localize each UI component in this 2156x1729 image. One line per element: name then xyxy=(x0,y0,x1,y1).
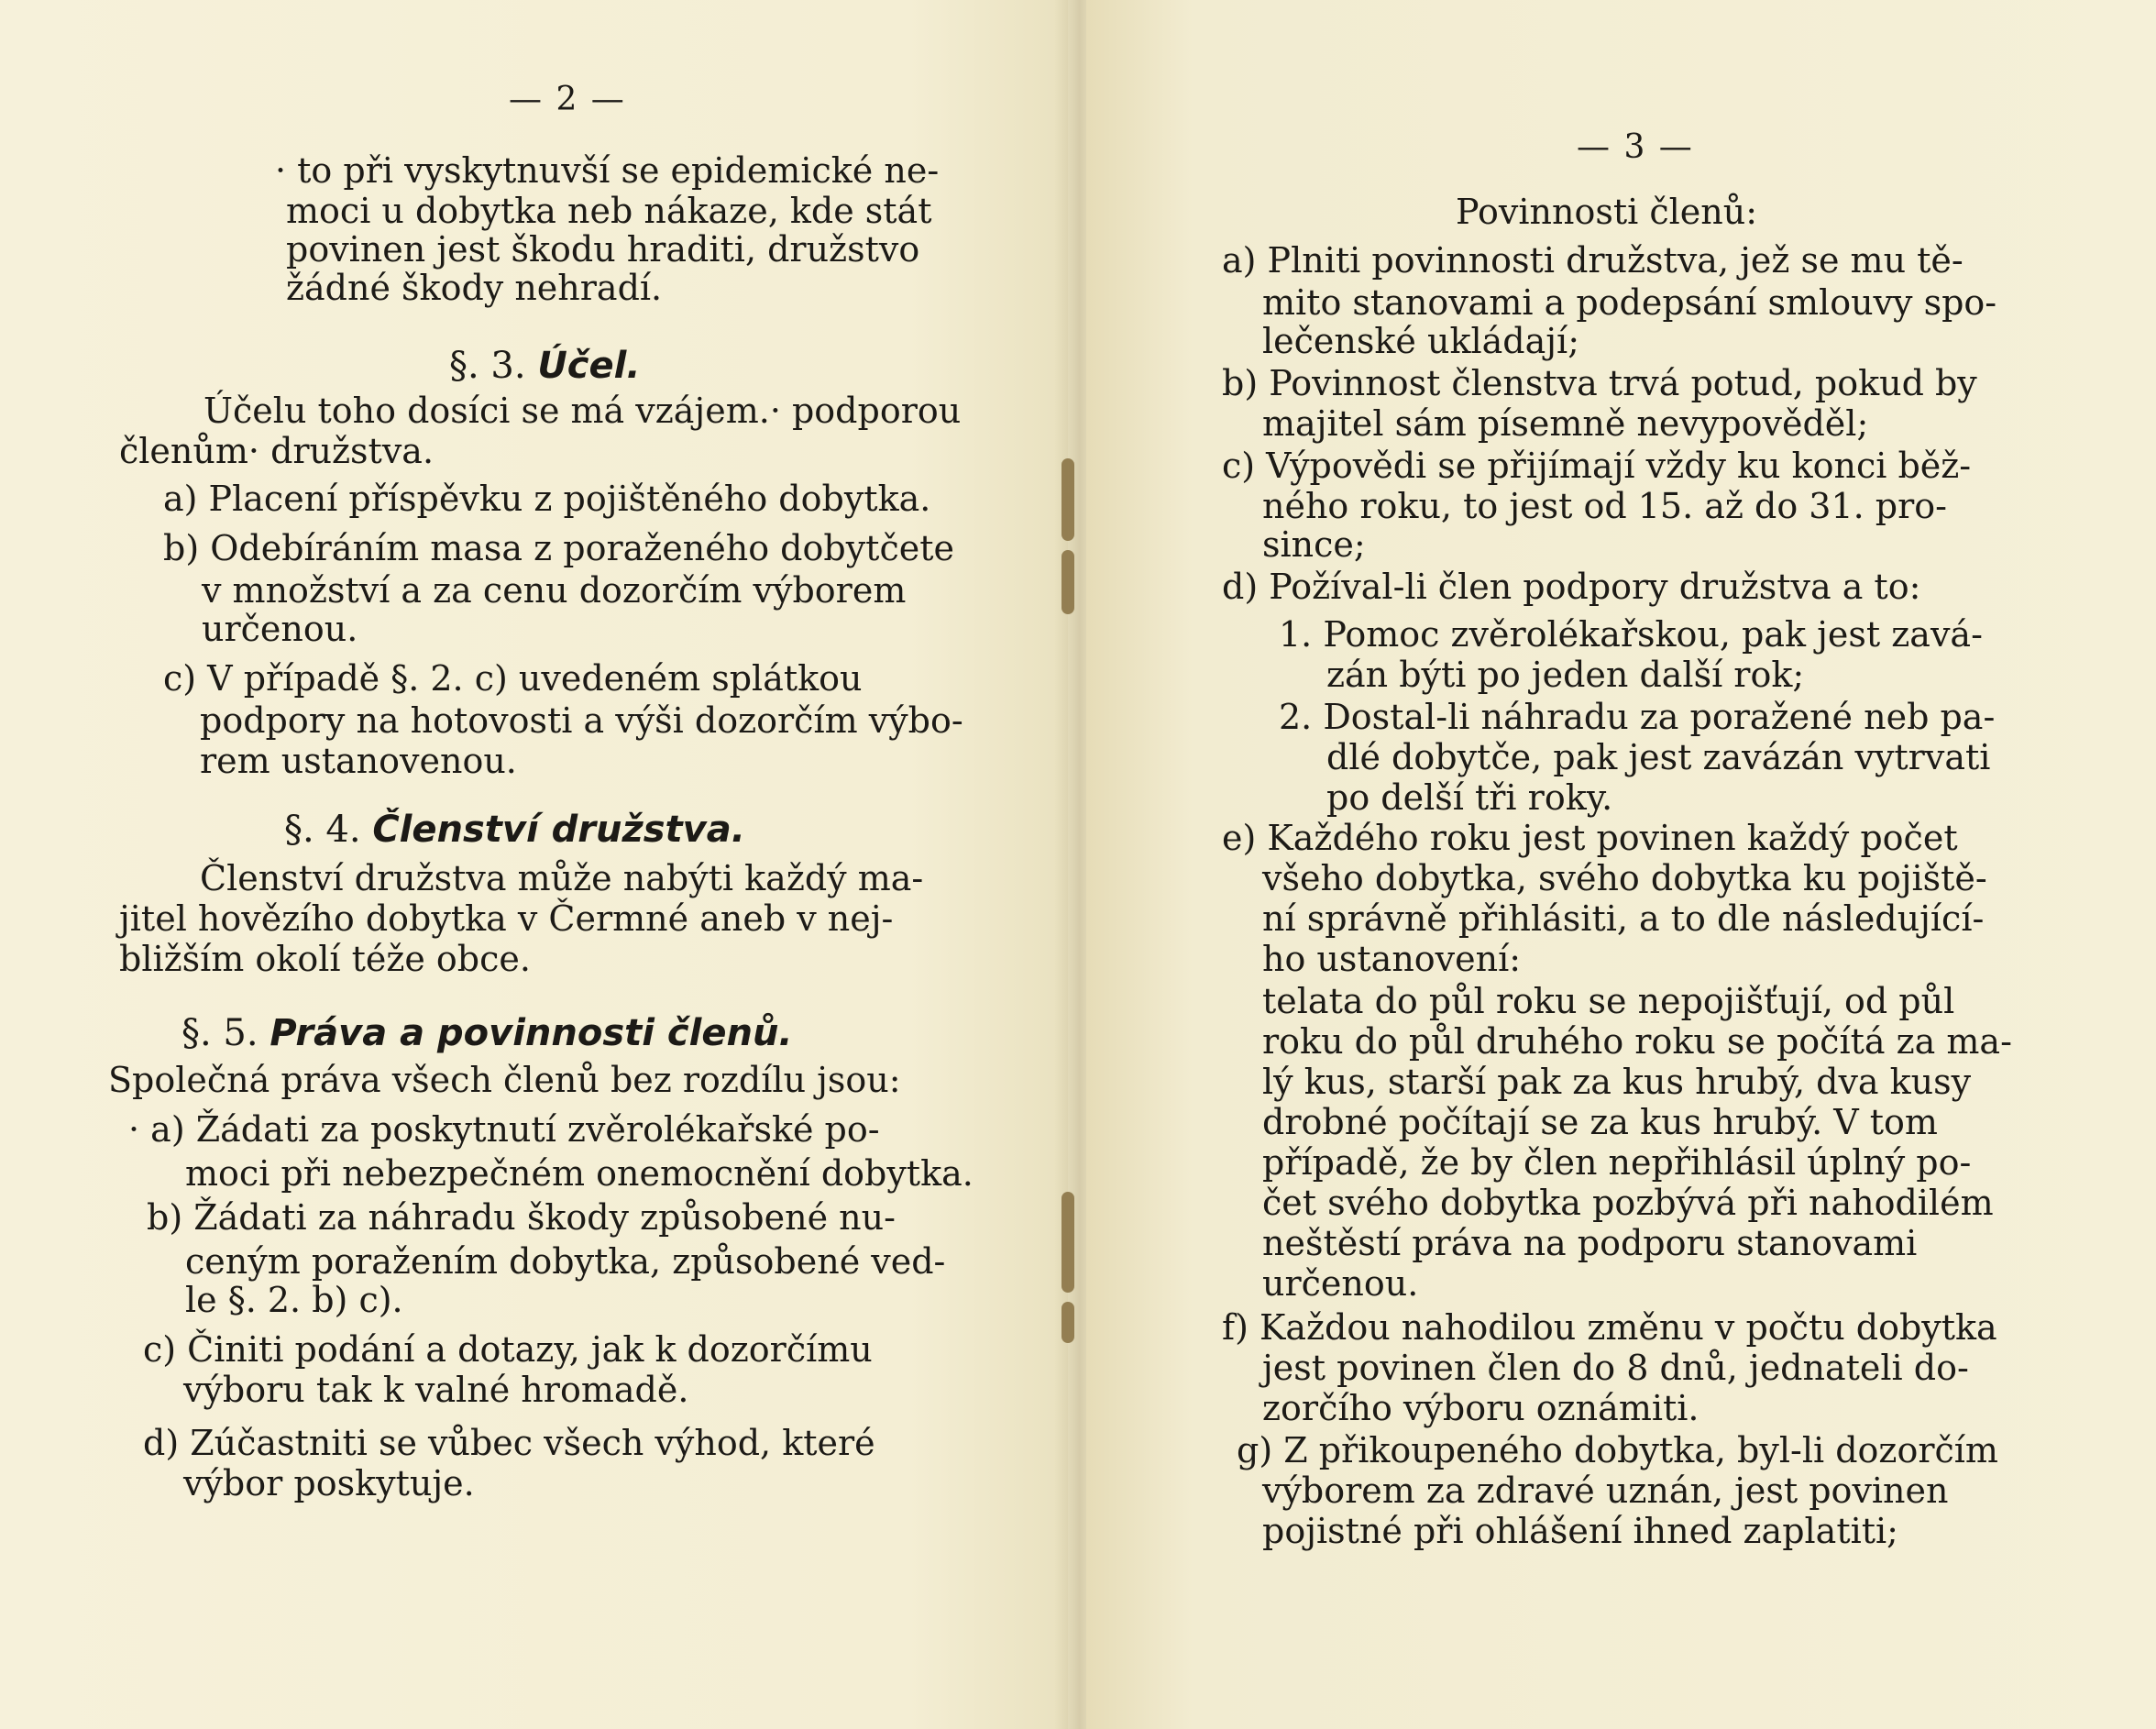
text-line: jitel hovězího dobytka v Čermné aneb v nej- xyxy=(119,898,894,939)
text-line: rem ustanovenou. xyxy=(200,741,517,781)
text-line: b) Povinnost členstva trvá potud, pokud by xyxy=(1222,363,1977,403)
text-line: f) Každou nahodilou změnu v počtu dobytka xyxy=(1222,1307,1997,1348)
text-line: e) Každého roku jest povinen každý počet xyxy=(1222,818,1958,858)
section-title: Členství družstva. xyxy=(372,809,745,851)
text-line: lý kus, starší pak za kus hrubý, dva kusy xyxy=(1262,1062,1972,1102)
text-line: bližším okolí téže obce. xyxy=(119,939,531,979)
text-line: zán býti po jeden další rok; xyxy=(1326,655,1805,695)
text-line: určenou. xyxy=(202,609,358,649)
text-line: telata do půl roku se nepojišťují, od půl xyxy=(1262,981,1955,1021)
text-line: výborem za zdravé uznán, jest povinen xyxy=(1262,1470,1949,1511)
text-line: moci při nebezpečném onemocnění dobytka. xyxy=(185,1153,974,1194)
page-number: — 2 — xyxy=(509,81,626,118)
text-line: b) Žádati za náhradu škody způsobené nu- xyxy=(147,1197,896,1238)
text-line: since; xyxy=(1262,524,1366,565)
section-title: Účel. xyxy=(537,345,641,387)
page-number: — 3 — xyxy=(1577,128,1694,166)
text-line: lečenské ukládají; xyxy=(1262,321,1580,361)
text-line: a) Placení příspěvku z pojištěného dobytka. xyxy=(163,479,931,519)
text-line: ného roku, to jest od 15. až do 31. pro- xyxy=(1262,486,1947,526)
text-line: výbor poskytuje. xyxy=(183,1463,475,1503)
section-title: Práva a povinnosti členů. xyxy=(270,1012,793,1054)
text-line: · a) Žádati za poskytnutí zvěrolékařské po- xyxy=(128,1109,880,1150)
text-line: moci u dobytka neb nákaze, kde stát xyxy=(286,191,932,231)
text-line: b) Odebíráním masa z poraženého dobytčete xyxy=(163,528,954,568)
text-line: 1. Pomoc zvěrolékařskou, pak jest zavá- xyxy=(1279,614,1983,655)
text-line: pojistné při ohlášení ihned zaplatiti; xyxy=(1262,1511,1898,1551)
text-line: Společná práva všech členů bez rozdílu jsou: xyxy=(108,1060,901,1100)
text-line: drobné počítají se za kus hrubý. V tom xyxy=(1262,1102,1938,1142)
text-line: ceným poražením dobytka, způsobené ved- xyxy=(185,1241,946,1282)
text-line: le §. 2. b) c). xyxy=(185,1280,403,1320)
text-line: žádné škody nehradí. xyxy=(286,268,663,308)
text-line: mito stanovami a podepsání smlouvy spo- xyxy=(1262,282,1997,323)
section-3-heading xyxy=(449,345,641,387)
text-line: ní správně přihlásiti, a to dle následující- xyxy=(1262,898,1985,939)
text-line: g) Z přikoupeného dobytka, byl-li dozorčím xyxy=(1237,1430,1998,1470)
section-4-heading xyxy=(284,809,745,851)
text-line: d) Zúčastniti se vůbec všech výhod, které xyxy=(143,1423,875,1463)
text-line: čet svého dobytka pozbývá při nahodilém xyxy=(1262,1183,1994,1223)
text-line: Účelu toho dosíci se má vzájem.· podporou xyxy=(204,391,962,431)
binding-stain xyxy=(1062,458,1074,541)
text-line: jest povinen člen do 8 dnů, jednateli do- xyxy=(1262,1348,1969,1388)
text-line: určenou. xyxy=(1262,1263,1419,1304)
right-page xyxy=(1086,0,2156,1729)
text-line: roku do půl druhého roku se počítá za ma- xyxy=(1262,1021,2012,1062)
text-line: ho ustanovení: xyxy=(1262,939,1522,979)
text-line: d) Požíval-li člen podpory družstva a to: xyxy=(1222,567,1921,607)
text-line: všeho dobytka, svého dobytka ku pojiště- xyxy=(1262,858,1987,898)
text-line: neštěstí práva na podporu stanovami xyxy=(1262,1223,1918,1263)
left-page xyxy=(0,0,1068,1729)
text-line: c) V případě §. 2. c) uvedeném splátkou xyxy=(163,658,863,699)
text-line: výboru tak k valné hromadě. xyxy=(183,1370,689,1410)
text-line: po delší tři roky. xyxy=(1326,777,1613,818)
text-line: povinen jest škodu hraditi, družstvo xyxy=(286,229,920,270)
text-line: v množství a za cenu dozorčím výborem xyxy=(202,570,907,611)
section-5-heading xyxy=(182,1012,793,1054)
section-number: §. 5. xyxy=(182,1012,258,1054)
text-line: majitel sám písemně nevypověděl; xyxy=(1262,403,1869,444)
text-line: · to při vyskytnuvší se epidemické ne- xyxy=(275,150,940,191)
binding-stain xyxy=(1062,1302,1074,1343)
text-line: c) Výpovědi se přijímají vždy ku konci běž- xyxy=(1222,446,1972,486)
text-line: a) Plniti povinnosti družstva, jež se mu tě- xyxy=(1222,240,1964,281)
text-line: c) Činiti podání a dotazy, jak k dozorčímu xyxy=(143,1329,873,1370)
section-number: §. 3. xyxy=(449,345,526,387)
text-line: 2. Dostal-li náhradu za poražené neb pa- xyxy=(1279,697,1996,737)
text-line: případě, že by člen nepřihlásil úplný po- xyxy=(1262,1142,1972,1183)
binding-stain xyxy=(1062,550,1074,614)
text-line: podpory na hotovosti a výši dozorčím výbo- xyxy=(200,700,963,741)
text-line: Členství družstva může nabýti každý ma- xyxy=(200,858,924,898)
text-line: členům· družstva. xyxy=(119,431,434,471)
binding-stain xyxy=(1062,1192,1074,1293)
section-heading: Povinnosti členů: xyxy=(1456,192,1758,232)
section-number: §. 4. xyxy=(284,809,361,851)
text-line: zorčího výboru oznámiti. xyxy=(1262,1388,1700,1428)
text-line: dlé dobytče, pak jest zavázán vytrvati xyxy=(1326,737,1991,777)
